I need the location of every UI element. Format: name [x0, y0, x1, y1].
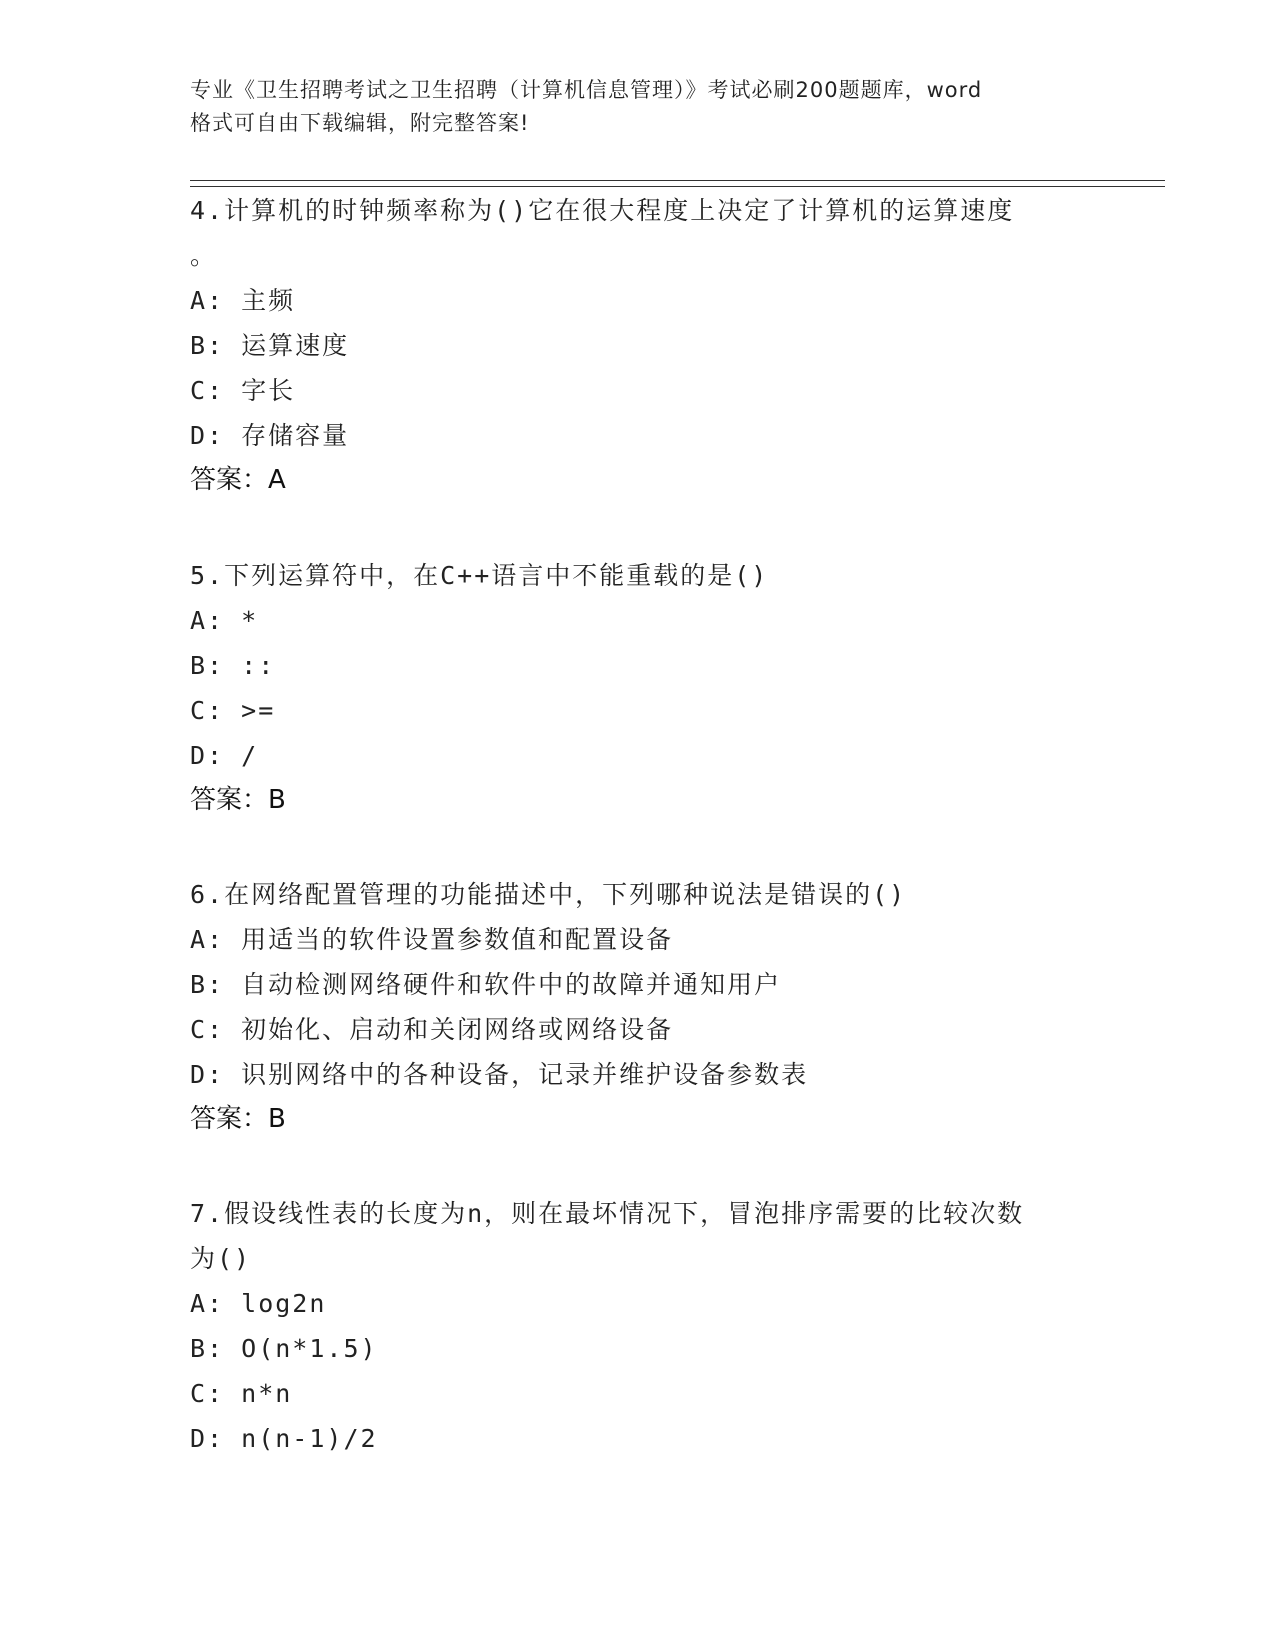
answer-label: 答案：A [190, 465, 286, 495]
header-divider-bottom [190, 186, 1165, 187]
option-c: C: n*n [190, 1379, 293, 1408]
question-7 [190, 1191, 1090, 1461]
option-d: D: n(n-1)/2 [190, 1424, 378, 1453]
option-c: C: 初始化、启动和关闭网络或网络设备 [190, 1015, 674, 1044]
option-a: A: 用适当的软件设置参数值和配置设备 [190, 925, 674, 954]
option-a: A: log2n [190, 1289, 327, 1318]
question-text-continued: 为() [190, 1244, 252, 1273]
question-5 [190, 553, 1090, 823]
question-text-continued: 。 [190, 241, 218, 270]
question-4 [190, 188, 1090, 503]
header-line-2: 格式可自由下载编辑，附完整答案! [190, 111, 530, 135]
option-d: D: 存储容量 [190, 421, 350, 450]
option-c: C: >= [190, 696, 276, 725]
header-line-1: 专业《卫生招聘考试之卫生招聘（计算机信息管理）》考试必刷200题题库，word [190, 78, 983, 102]
question-text: 7.假设线性表的长度为n，则在最坏情况下，冒泡排序需要的比较次数 [190, 1199, 1025, 1228]
option-d: D: 识别网络中的各种设备，记录并维护设备参数表 [190, 1060, 809, 1089]
question-text: 5.下列运算符中，在C++语言中不能重载的是() [190, 561, 769, 590]
header-divider-top [190, 180, 1165, 181]
question-6 [190, 872, 1090, 1142]
option-c: C: 字长 [190, 376, 296, 405]
option-a: A: * [190, 606, 259, 635]
answer-label: 答案：B [190, 785, 286, 815]
option-d: D: / [190, 741, 259, 770]
option-b: B: 自动检测网络硬件和软件中的故障并通知用户 [190, 970, 782, 999]
option-b: B: O(n*1.5) [190, 1334, 378, 1363]
answer-label: 答案：B [190, 1104, 286, 1134]
document-header [190, 74, 1090, 140]
question-text: 6.在网络配置管理的功能描述中，下列哪种说法是错误的() [190, 880, 907, 909]
question-text: 4.计算机的时钟频率称为()它在很大程度上决定了计算机的运算速度 [190, 196, 1015, 225]
option-b: B: 运算速度 [190, 331, 350, 360]
option-b: B: :: [190, 651, 276, 680]
option-a: A: 主频 [190, 286, 296, 315]
